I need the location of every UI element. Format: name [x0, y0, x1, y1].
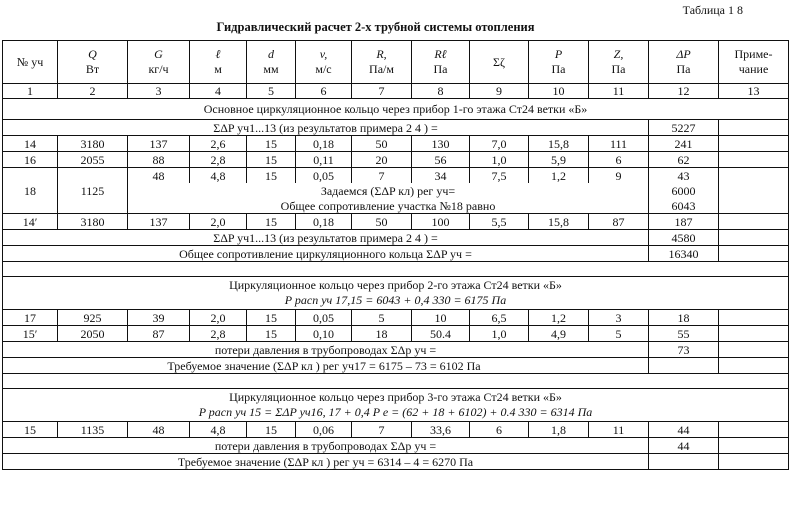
col-number: 12: [649, 84, 719, 99]
table-cell: 15: [247, 310, 296, 326]
table-cell: 137: [128, 136, 190, 152]
table-row: [3, 310, 789, 326]
header-cell: d мм: [247, 41, 296, 84]
table-cell: 111: [589, 136, 649, 152]
col-number: 9: [470, 84, 529, 99]
table-cell: 14: [3, 136, 58, 152]
table-cell: 2,0: [190, 310, 247, 326]
table-row: [3, 136, 789, 152]
empty-cell: [649, 358, 719, 374]
table-cell: 15,8: [529, 136, 589, 152]
table-cell: 7,0: [470, 136, 529, 152]
table-cell: [719, 422, 789, 438]
table-cell: 15: [3, 422, 58, 438]
empty-cell: [649, 454, 719, 470]
table-cell: 5: [589, 326, 649, 342]
col-number: 1: [3, 84, 58, 99]
table-cell: 100: [412, 214, 470, 230]
required-row: [3, 358, 789, 374]
table-cell: 2,6: [190, 136, 247, 152]
header-cell: ΔP Па: [649, 41, 719, 84]
table-cell: 15: [247, 168, 296, 184]
table-cell: 187: [649, 214, 719, 230]
header-cell: R, Па/м: [352, 41, 412, 84]
table-cell: 62: [649, 152, 719, 168]
table-cell: 0,10: [296, 326, 352, 342]
table-cell: 4,8: [190, 422, 247, 438]
table-cell: 4,8: [190, 168, 247, 184]
required-label: Требуемое значение (ΣΔP кл ) рег уч17 = 6175 – 73 = 6102 Па: [3, 358, 649, 374]
loss-value: 44: [649, 438, 719, 454]
table-cell: 18: [3, 168, 58, 214]
table-cell: 2050: [58, 326, 128, 342]
empty-cell: [719, 454, 789, 470]
empty-cell: [719, 358, 789, 374]
col-number: 2: [58, 84, 128, 99]
table-cell: 34: [412, 168, 470, 184]
table-cell: 18: [352, 326, 412, 342]
table-cell: 7,5: [470, 168, 529, 184]
section2-title: Циркуляционное кольцо через прибор 2-го этажа Ст24 ветки «Б» P расп уч 17,15 = 6043 + 0,4 330 = 6175 Па: [3, 277, 789, 310]
ring-total-value: 16340: [649, 246, 719, 262]
table-cell: 7: [352, 422, 412, 438]
table-cell: 48: [128, 168, 190, 184]
required-label: Требуемое значение (ΣΔP кл ) рег уч = 6314 – 4 = 6270 Па: [3, 454, 649, 470]
sum-value: 4580: [649, 230, 719, 246]
table-cell: 50.4: [412, 326, 470, 342]
table-cell: [719, 310, 789, 326]
table-cell: 20: [352, 152, 412, 168]
table-cell: 1,8: [529, 422, 589, 438]
table-cell: 5: [352, 310, 412, 326]
table-cell: 39: [128, 310, 190, 326]
spacer-row: [3, 374, 789, 389]
table-cell: 15: [247, 422, 296, 438]
table-cell: 15′: [3, 326, 58, 342]
col-number: 4: [190, 84, 247, 99]
ring-total-label: Общее сопротивление циркуляционного кольца ΣΔP уч =: [3, 246, 649, 262]
table-number: Таблица 1 8: [682, 3, 743, 17]
table-cell: 2,8: [190, 326, 247, 342]
table-cell: 17: [3, 310, 58, 326]
header-cell: ℓ м: [190, 41, 247, 84]
assumed-label: Задаемся (ΣΔP кл) рег уч=: [128, 183, 649, 198]
loss-label: потери давления в трубопроводах ΣΔp уч =: [3, 438, 649, 454]
col-number: 11: [589, 84, 649, 99]
col-number: 8: [412, 84, 470, 99]
loss-row: [3, 438, 789, 454]
col-number: 13: [719, 84, 789, 99]
table-cell: 0,06: [296, 422, 352, 438]
table-cell: 15: [247, 136, 296, 152]
table-cell: [719, 136, 789, 152]
table-cell: 3180: [58, 136, 128, 152]
section-title-row: [3, 277, 789, 310]
hydraulic-calc-table: [2, 40, 789, 470]
section-title-row: [3, 389, 789, 422]
sum-label: ΣΔP уч1...13 (из результатов примера 2 4 ) =: [3, 120, 649, 136]
col-number: 7: [352, 84, 412, 99]
section3-title: Циркуляционное кольцо через прибор 3-го этажа Ст24 ветки «Б» P расп уч 15 = ΣΔP уч16, 17 + 0,4 P е = (62 + 18 + 6102) + 0.4 330 = 6314 Па: [3, 389, 789, 422]
table-cell: 1125: [58, 168, 128, 214]
table-cell: 1,0: [470, 326, 529, 342]
table-cell: 87: [128, 326, 190, 342]
table-cell: 2,0: [190, 214, 247, 230]
table-cell: [719, 152, 789, 168]
header-cell: № уч: [3, 41, 58, 84]
table-cell: 1,0: [470, 152, 529, 168]
table-cell: 0,18: [296, 136, 352, 152]
table-cell: 130: [412, 136, 470, 152]
table-cell: 6: [470, 422, 529, 438]
table-cell: 87: [589, 214, 649, 230]
table-cell: 1,2: [529, 168, 589, 184]
ring-total-row: [3, 246, 789, 262]
table-cell: 14′: [3, 214, 58, 230]
table-cell: 56: [412, 152, 470, 168]
column-number-row: [3, 84, 789, 99]
table-cell: 3: [589, 310, 649, 326]
table-cell: 0,05: [296, 310, 352, 326]
loss-value: 73: [649, 342, 719, 358]
sum-value: 5227: [649, 120, 719, 136]
required-row: [3, 454, 789, 470]
empty-cell: [719, 230, 789, 246]
col-number: 3: [128, 84, 190, 99]
spacer-row: [3, 262, 789, 277]
spacer-cell: [3, 262, 789, 277]
empty-cell: [719, 438, 789, 454]
table-cell: 4,9: [529, 326, 589, 342]
table-cell: 18: [649, 310, 719, 326]
sum-label: ΣΔP уч1...13 (из результатов примера 2 4 ) =: [3, 230, 649, 246]
loss-label: потери давления в трубопроводах ΣΔp уч =: [3, 342, 649, 358]
table-cell: 16: [3, 152, 58, 168]
table-cell: 6,5: [470, 310, 529, 326]
table-cell: 48: [128, 422, 190, 438]
table-cell: 241: [649, 136, 719, 152]
table-row-18: [3, 168, 789, 184]
table-cell: 43: [649, 168, 719, 184]
table-cell: 50: [352, 214, 412, 230]
table-cell: 11: [589, 422, 649, 438]
table-cell: 1,2: [529, 310, 589, 326]
section-title-row: [3, 99, 789, 120]
table-cell: 50: [352, 136, 412, 152]
sum-row: [3, 230, 789, 246]
table-cell: 7: [352, 168, 412, 184]
header-cell: v, м/с: [296, 41, 352, 84]
col-number: 10: [529, 84, 589, 99]
table-cell: 2,8: [190, 152, 247, 168]
loss-row: [3, 342, 789, 358]
table-cell: 5,5: [470, 214, 529, 230]
table-cell: [719, 214, 789, 230]
table-cell: 3180: [58, 214, 128, 230]
header-cell: Q Вт: [58, 41, 128, 84]
header-cell: Rℓ Па: [412, 41, 470, 84]
empty-cell: [719, 246, 789, 262]
table-cell: 10: [412, 310, 470, 326]
col-number: 5: [247, 84, 296, 99]
table-cell: 44: [649, 422, 719, 438]
table-cell: [719, 326, 789, 342]
col-number: 6: [296, 84, 352, 99]
total-label: Общее сопротивление участка №18 равно: [128, 198, 649, 214]
assumed-value: 6000: [649, 183, 719, 198]
table-cell: 6: [589, 152, 649, 168]
spacer-cell: [3, 374, 789, 389]
table-cell: 925: [58, 310, 128, 326]
table-cell: 1135: [58, 422, 128, 438]
table-cell: 88: [128, 152, 190, 168]
empty-cell: [719, 120, 789, 136]
table-cell: 0,18: [296, 214, 352, 230]
header-cell: G кг/ч: [128, 41, 190, 84]
table-cell: 15: [247, 326, 296, 342]
document-title: Гидравлический расчет 2-х трубной системы отопления: [216, 20, 535, 34]
table-row: [3, 326, 789, 342]
table-cell: 5,9: [529, 152, 589, 168]
table-cell: 55: [649, 326, 719, 342]
header-cell: Приме- чание: [719, 41, 789, 84]
table-cell: 2055: [58, 152, 128, 168]
section1-title: Основное циркуляционное кольцо через прибор 1-го этажа Ст24 ветки «Б»: [3, 99, 789, 120]
table-row: [3, 422, 789, 438]
header-cell: Σζ: [470, 41, 529, 84]
table-cell: 15: [247, 214, 296, 230]
header-cell: Z, Па: [589, 41, 649, 84]
table-cell: 15,8: [529, 214, 589, 230]
table-cell: [719, 168, 789, 214]
empty-cell: [719, 342, 789, 358]
table-cell: 137: [128, 214, 190, 230]
table-row: [3, 152, 789, 168]
table-cell: 0,11: [296, 152, 352, 168]
table-cell: 0,05: [296, 168, 352, 184]
sum-row: [3, 120, 789, 136]
header-row: [3, 41, 789, 84]
total-value: 6043: [649, 198, 719, 214]
table-row: [3, 214, 789, 230]
header-cell: P Па: [529, 41, 589, 84]
table-cell: 33,6: [412, 422, 470, 438]
table-cell: 9: [589, 168, 649, 184]
table-cell: 15: [247, 152, 296, 168]
